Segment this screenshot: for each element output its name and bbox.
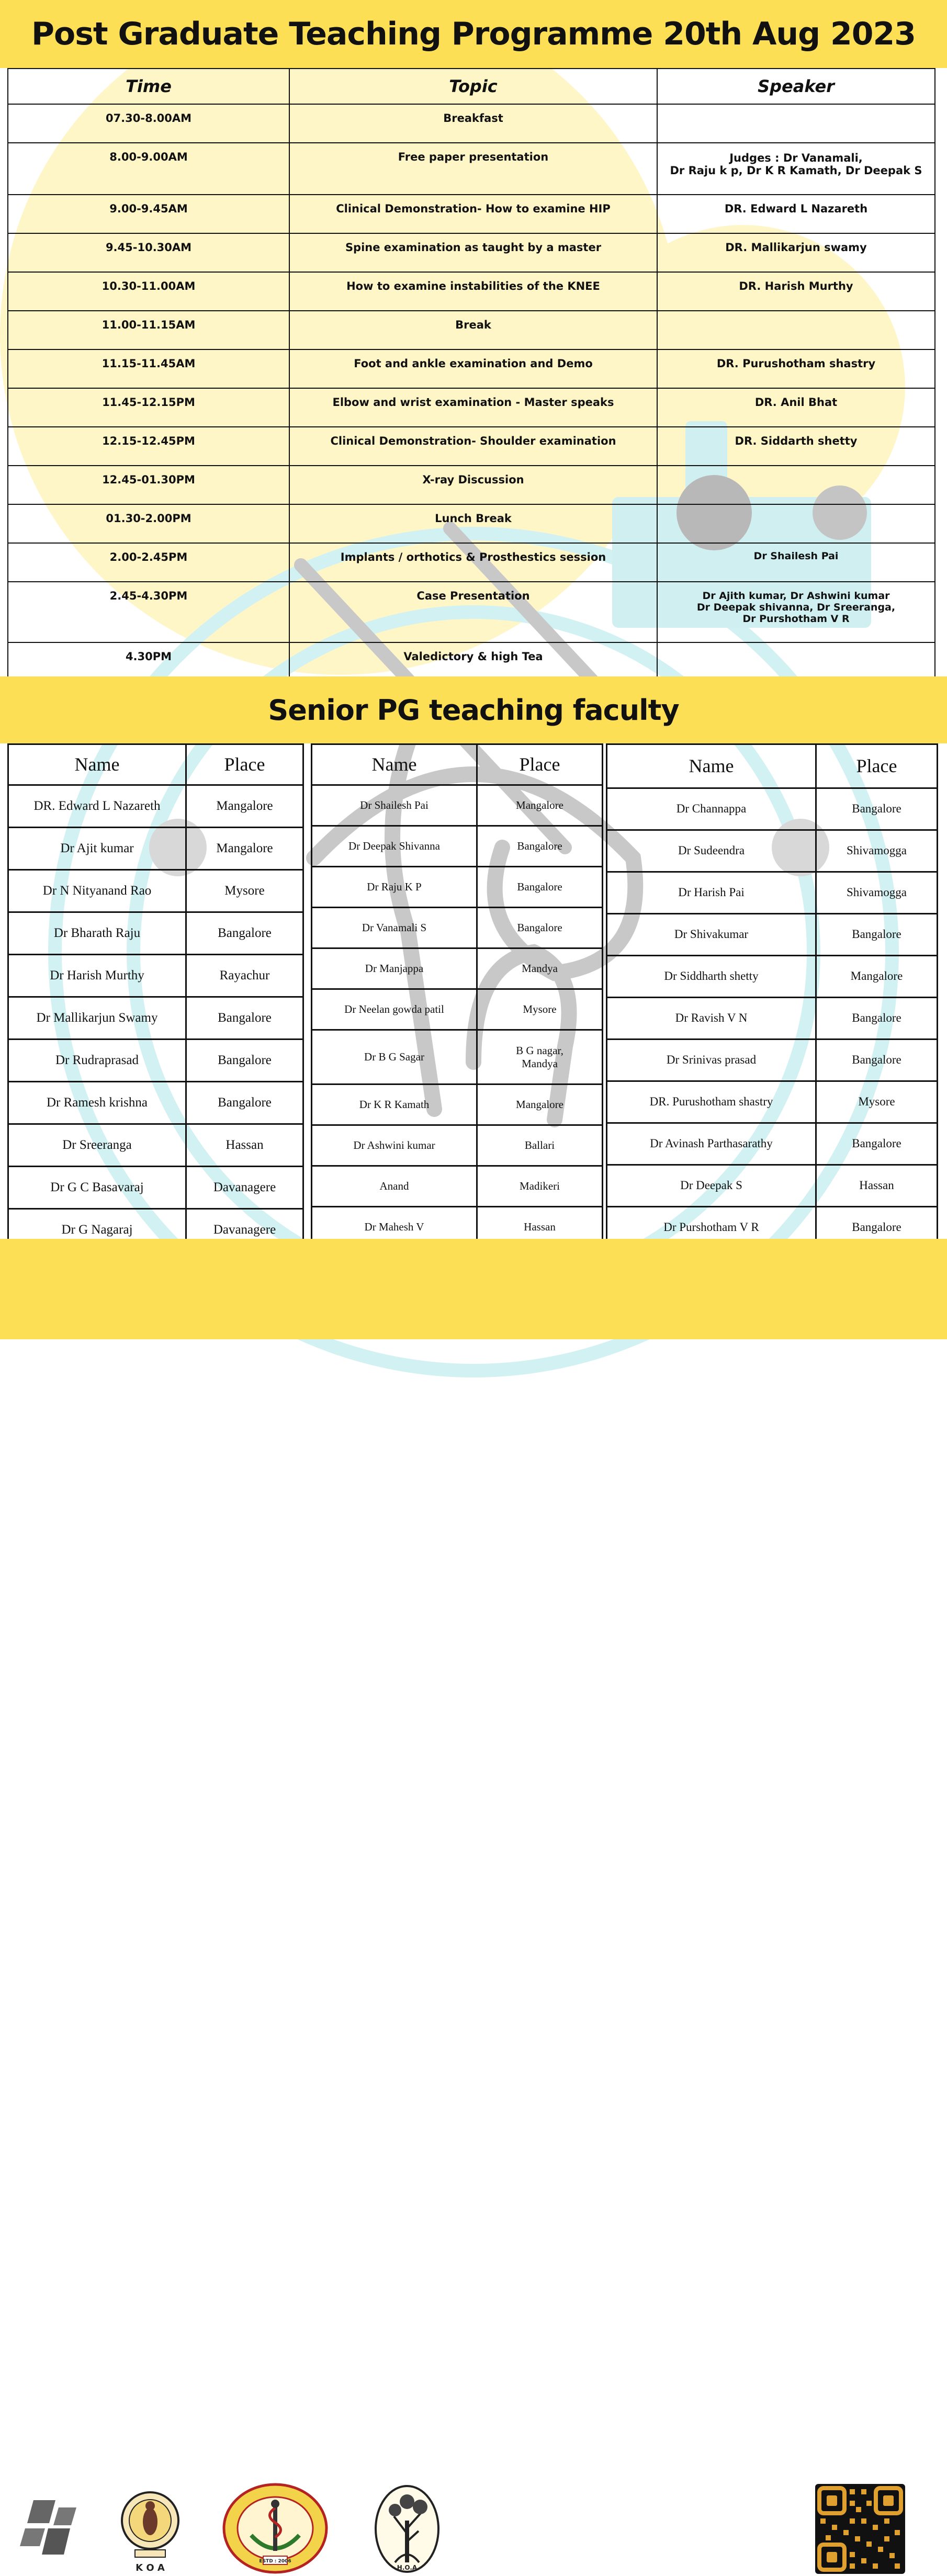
faculty-name: Dr B G Sagar: [312, 1030, 477, 1084]
session-speaker: DR. Siddarth shetty: [657, 427, 935, 466]
session-speaker: Dr Shailesh Pai: [657, 543, 935, 582]
faculty-name: Dr Harish Pai: [607, 872, 816, 914]
faculty-name: Dr Channappa: [607, 788, 816, 830]
column-header-time: Time: [8, 69, 289, 104]
column-header-place: Place: [186, 744, 303, 785]
faculty-name: Dr K R Kamath: [312, 1084, 477, 1125]
faculty-row: [312, 826, 603, 867]
faculty-place: Bangalore: [816, 788, 938, 830]
session-speaker: DR. Purushotham shastry: [657, 349, 935, 388]
koa-logo: [119, 2483, 181, 2576]
faculty-place: Bangalore: [477, 908, 603, 948]
faculty-place: Mysore: [477, 989, 603, 1030]
faculty-name: Dr Deepak S: [607, 1165, 816, 1207]
footer-banner: [0, 1239, 947, 2573]
faculty-row: [8, 997, 303, 1040]
column-header-name: Name: [312, 744, 477, 785]
faculty-name: Dr Ashwini kumar: [312, 1125, 477, 1166]
faculty-row: [312, 1166, 603, 1207]
speaker-line: Dr Ajith kumar, Dr Ashwini kumar: [702, 590, 890, 602]
faculty-place: Davanagere: [186, 1209, 303, 1251]
faculty-table-1: [7, 743, 304, 1252]
faculty-name: Dr G C Basavaraj: [8, 1167, 186, 1209]
faculty-name: Dr Harish Murthy: [8, 955, 186, 997]
faculty-table-2: [311, 743, 603, 1248]
faculty-table-3: [606, 743, 938, 1249]
faculty-name: Dr Sudeendra: [607, 830, 816, 872]
session-time: 07.30-8.00AM: [8, 104, 289, 143]
faculty-row: [312, 1030, 603, 1084]
hoa-logo-text: H.O.A: [397, 2564, 418, 2571]
session-time: 11.45-12.15PM: [8, 388, 289, 427]
faculty-name: Dr Mallikarjun Swamy: [8, 997, 186, 1040]
faculty-place: Bangalore: [816, 998, 938, 1040]
faculty-place: Bangalore: [186, 912, 303, 955]
faculty-place: [477, 1030, 603, 1084]
faculty-name: Dr Siddharth shetty: [607, 956, 816, 998]
faculty-place: Hassan: [477, 1207, 603, 1248]
session-time: 9.45-10.30AM: [8, 233, 289, 272]
session-topic: Clinical Demonstration- How to examine HIP: [289, 195, 657, 233]
faculty-row: [607, 1165, 938, 1207]
faculty-place: Bangalore: [816, 914, 938, 956]
faculty-row: [607, 788, 938, 830]
faculty-row: [607, 1040, 938, 1081]
faculty-place: Bangalore: [816, 1123, 938, 1165]
speaker-line: Judges : Dr Vanamali,: [729, 152, 863, 164]
column-header-place: Place: [477, 744, 603, 785]
faculty-row: [8, 912, 303, 955]
faculty-row: [607, 956, 938, 998]
session-topic: Break: [289, 311, 657, 349]
schedule-row: [8, 272, 935, 311]
faculty-place: Bangalore: [477, 867, 603, 908]
faculty-row: [8, 955, 303, 997]
faculty-name: Dr Avinash Parthasarathy: [607, 1123, 816, 1165]
faculty-row: [607, 914, 938, 956]
faculty-place: Hassan: [186, 1124, 303, 1167]
faculty-place: Mysore: [816, 1081, 938, 1123]
faculty-name: Dr Raju K P: [312, 867, 477, 908]
session-speaker: DR. Mallikarjun swamy: [657, 233, 935, 272]
faculty-name: Dr Purshotham V R: [607, 1207, 816, 1249]
faculty-place: Shivamogga: [816, 830, 938, 872]
session-time: 10.30-11.00AM: [8, 272, 289, 311]
session-speaker: [657, 504, 935, 543]
faculty-place: Madikeri: [477, 1166, 603, 1207]
faculty-place: Bangalore: [816, 1040, 938, 1081]
session-topic: Breakfast: [289, 104, 657, 143]
faculty-name: Dr N Nityanand Rao: [8, 870, 186, 912]
session-topic: Free paper presentation: [289, 143, 657, 195]
session-time: 11.15-11.45AM: [8, 349, 289, 388]
faculty-row: [312, 1084, 603, 1125]
hassan-institute-logo-text: ESTD : 2006: [259, 2559, 291, 2564]
faculty-name: Dr Vanamali S: [312, 908, 477, 948]
column-header-place: Place: [816, 744, 938, 788]
session-time: 2.45-4.30PM: [8, 582, 289, 642]
session-topic: Implants / orthotics & Prosthestics session: [289, 543, 657, 582]
schedule-row: [8, 311, 935, 349]
session-speaker: DR. Edward L Nazareth: [657, 195, 935, 233]
faculty-row: [8, 1167, 303, 1209]
schedule-row: [8, 427, 935, 466]
faculty-row: [8, 1040, 303, 1082]
faculty-row: [312, 989, 603, 1030]
faculty-row: [312, 948, 603, 989]
faculty-place: Hassan: [816, 1165, 938, 1207]
session-topic: X-ray Discussion: [289, 466, 657, 504]
faculty-place: Bangalore: [816, 1207, 938, 1249]
title-banner: [0, 0, 947, 68]
speaker-line: Dr Purshotham V R: [742, 613, 850, 625]
schedule-row: [8, 349, 935, 388]
session-speaker: DR. Harish Murthy: [657, 272, 935, 311]
session-time: 2.00-2.45PM: [8, 543, 289, 582]
schedule-row: [8, 582, 935, 642]
faculty-banner: [0, 676, 947, 743]
faculty-place: Bangalore: [186, 1040, 303, 1082]
speaker-line: Dr Deepak shivanna, Dr Sreeranga,: [696, 601, 896, 613]
session-speaker: [657, 104, 935, 143]
page-title: Post Graduate Teaching Programme 20th Aug 2023: [31, 16, 916, 52]
session-topic: Case Presentation: [289, 582, 657, 642]
session-time: 4.30PM: [8, 642, 289, 684]
faculty-place: Mangalore: [186, 785, 303, 828]
session-topic: Clinical Demonstration- Shoulder examination: [289, 427, 657, 466]
faculty-name: Dr Shivakumar: [607, 914, 816, 956]
koa-logo-text: K O A: [136, 2562, 165, 2573]
faculty-name: Dr Ajit kumar: [8, 828, 186, 870]
session-topic: Foot and ankle examination and Demo: [289, 349, 657, 388]
faculty-place: Bangalore: [186, 1082, 303, 1124]
session-time: 01.30-2.00PM: [8, 504, 289, 543]
hoa-logo: [374, 2484, 440, 2574]
faculty-name: DR. Edward L Nazareth: [8, 785, 186, 828]
schedule-row: [8, 233, 935, 272]
faculty-name: Dr Mahesh V: [312, 1207, 477, 1248]
session-time: 12.15-12.45PM: [8, 427, 289, 466]
faculty-place: Mangalore: [816, 956, 938, 998]
faculty-place: Bangalore: [186, 997, 303, 1040]
faculty-place: Mangalore: [186, 828, 303, 870]
faculty-name: Anand: [312, 1166, 477, 1207]
schedule-row: [8, 104, 935, 143]
session-speaker: DR. Anil Bhat: [657, 388, 935, 427]
faculty-row: [8, 1124, 303, 1167]
faculty-name: Dr Rudraprasad: [8, 1040, 186, 1082]
faculty-place: Mandya: [477, 948, 603, 989]
session-speaker: [657, 311, 935, 349]
schedule-row: [8, 143, 935, 195]
faculty-row: [607, 1123, 938, 1165]
faculty-row: [607, 872, 938, 914]
faculty-row: [607, 830, 938, 872]
faculty-name: Dr Srinivas prasad: [607, 1040, 816, 1081]
speaker-line: Dr Raju k p, Dr K R Kamath, Dr Deepak S: [670, 164, 922, 177]
faculty-row: [8, 870, 303, 912]
faculty-row: [8, 785, 303, 828]
faculty-name: Dr Neelan gowda patil: [312, 989, 477, 1030]
faculty-place: Ballari: [477, 1125, 603, 1166]
session-speaker: [657, 466, 935, 504]
place-line: B G nagar,: [516, 1044, 563, 1057]
faculty-name: Dr Bharath Raju: [8, 912, 186, 955]
session-topic: Lunch Break: [289, 504, 657, 543]
faculty-place: Mangalore: [477, 1084, 603, 1125]
place-line: Mandya: [522, 1057, 558, 1070]
faculty-row: [312, 908, 603, 948]
session-speaker: [657, 582, 935, 642]
faculty-place: Mysore: [186, 870, 303, 912]
faculty-row: [607, 998, 938, 1040]
schedule-row: [8, 195, 935, 233]
faculty-name: Dr Sreeranga: [8, 1124, 186, 1167]
organisation-logo: [18, 2496, 81, 2559]
faculty-title: Senior PG teaching faculty: [268, 693, 679, 727]
schedule-row: [8, 388, 935, 427]
session-time: 8.00-9.00AM: [8, 143, 289, 195]
faculty-name: DR. Purushotham shastry: [607, 1081, 816, 1123]
faculty-place: Rayachur: [186, 955, 303, 997]
column-header-speaker: Speaker: [657, 69, 935, 104]
session-speaker: [657, 143, 935, 195]
session-topic: How to examine instabilities of the KNEE: [289, 272, 657, 311]
faculty-row: [8, 1082, 303, 1124]
schedule-row: [8, 543, 935, 582]
session-time: 11.00-11.15AM: [8, 311, 289, 349]
session-topic: Valedictory & high Tea: [289, 642, 657, 684]
faculty-place: Shivamogga: [816, 872, 938, 914]
faculty-name: Dr Deepak Shivanna: [312, 826, 477, 867]
faculty-name: Dr Ramesh krishna: [8, 1082, 186, 1124]
schedule-table: [7, 68, 935, 685]
schedule-row: [8, 504, 935, 543]
faculty-row: [312, 785, 603, 826]
qr-code: [815, 2484, 905, 2574]
session-time: 12.45-01.30PM: [8, 466, 289, 504]
session-time: 9.00-9.45AM: [8, 195, 289, 233]
faculty-place: Bangalore: [477, 826, 603, 867]
column-header-name: Name: [607, 744, 816, 788]
faculty-name: Dr Manjappa: [312, 948, 477, 989]
faculty-name: Dr Ravish V N: [607, 998, 816, 1040]
faculty-name: Dr Shailesh Pai: [312, 785, 477, 826]
faculty-row: [607, 1081, 938, 1123]
faculty-row: [312, 867, 603, 908]
faculty-row: [312, 1125, 603, 1166]
column-header-topic: Topic: [289, 69, 657, 104]
faculty-place: Davanagere: [186, 1167, 303, 1209]
faculty-name: Dr G Nagaraj: [8, 1209, 186, 1251]
faculty-row: [8, 828, 303, 870]
faculty-place: Mangalore: [477, 785, 603, 826]
column-header-name: Name: [8, 744, 186, 785]
hassan-institute-logo: [222, 2483, 328, 2574]
session-topic: Spine examination as taught by a master: [289, 233, 657, 272]
schedule-row: [8, 466, 935, 504]
session-topic: Elbow and wrist examination - Master speaks: [289, 388, 657, 427]
